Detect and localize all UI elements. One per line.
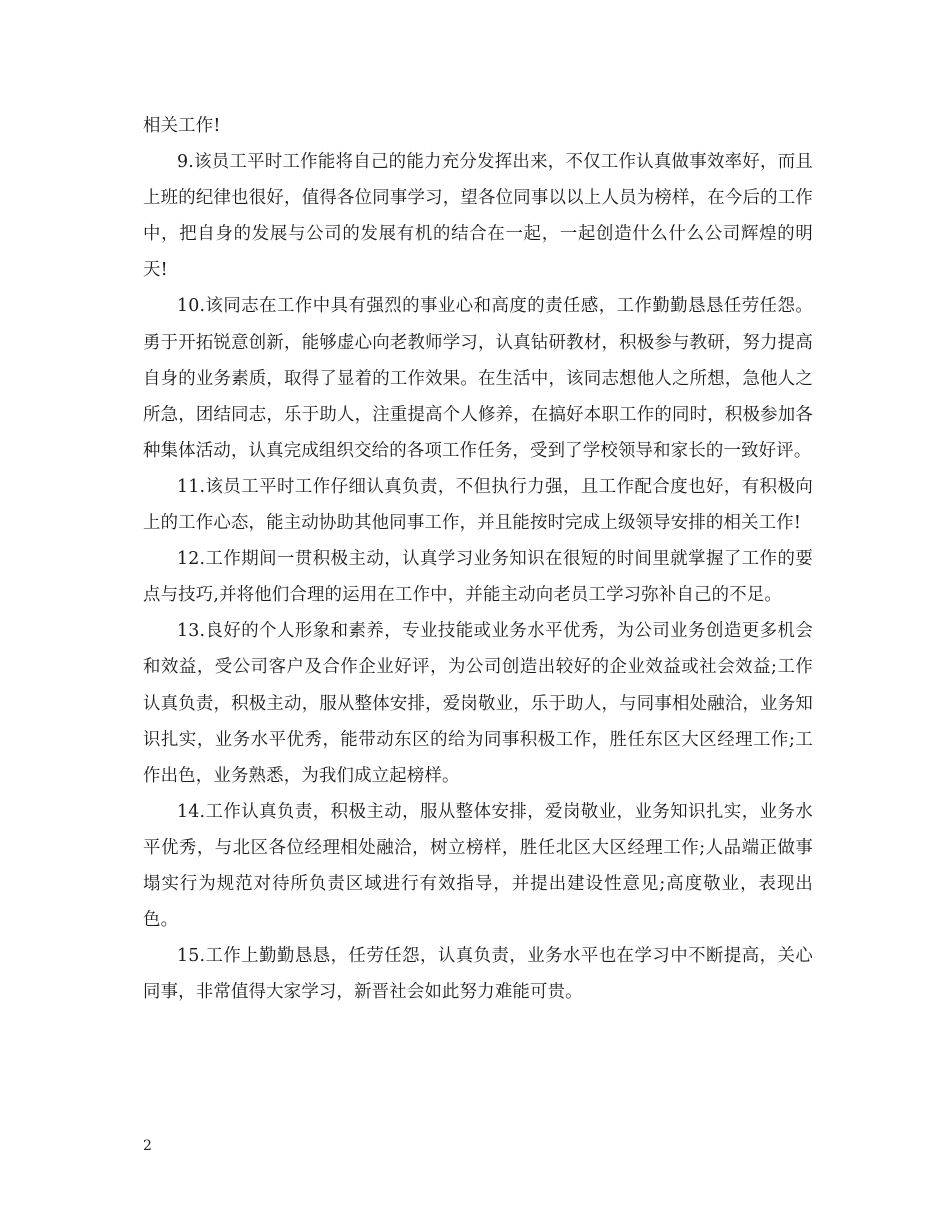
paragraph-item-15: 15.工作上勤勤恳恳，任劳任怨，认真负责，业务水平也在学习中不断提高，关心同事，非常值得大家学习，新晋社会如此努力难能可贵。 [143,946,813,1003]
paragraph-item-12: 12.工作期间一贯积极主动，认真学习业务知识在很短的时间里就掌握了工作的要点与技巧,并将他们合理的运用在工作中，并能主动向老员工学习弥补自己的不足。 [143,549,813,606]
paragraph-item-14: 14.工作认真负责，积极主动，服从整体安排，爱岗敬业，业务知识扎实，业务水平优秀，与北区各位经理相处融洽，树立榜样，胜任北区大区经理工作;人品端正做事塌实行为规范对待所负责区域进行有效指导，并提出建设性意见;高度敬业，表现出色。 [143,801,813,931]
page-number: 2 [143,1138,152,1154]
document-body [143,108,813,1010]
paragraph-continuation: 相关工作! [143,116,221,136]
paragraph-item-11: 11.该员工平时工作仔细认真负责，不但执行力强，且工作配合度也好，有积极向上的工作心态，能主动协助其他同事工作，并且能按时完成上级领导安排的相关工作! [143,476,813,534]
paragraph-item-9: 9.该员工平时工作能将自己的能力充分发挥出来，不仅工作认真做事效率好，而且上班的纪律也很好，值得各位同事学习，望各位同事以以上人员为榜样，在今后的工作中，把自身的发展与公司的发展有机的结合在一起，一起创造什么什么公司辉煌的明天! [143,152,813,281]
paragraph-item-10: 10.该同志在工作中具有强烈的事业心和高度的责任感，工作勤勤恳恳任劳任怨。勇于开拓锐意创新，能够虚心向老教师学习，认真钻研教材，积极参与教研，努力提高自身的业务素质，取得了显着的工作效果。在生活中，该同志想他人之所想，急他人之所急，团结同志，乐于助人，注重提高个人修养，在搞好本职工作的同时，积极参加各种集体活动，认真完成组织交给的各项工作任务，受到了学校领导和家长的一致好评。 [143,296,813,461]
paragraph-item-13: 13.良好的个人形象和素养，专业技能或业务水平优秀，为公司业务创造更多机会和效益，受公司客户及合作企业好评，为公司创造出较好的企业效益或社会效益;工作认真负责，积极主动，服从整体安排，爱岗敬业，乐于助人，与同事相处融洽，业务知识扎实，业务水平优秀，能带动东区的给为同事积极工作，胜任东区大区经理工作;工作出色，业务熟悉，为我们成立起榜样。 [143,621,813,786]
